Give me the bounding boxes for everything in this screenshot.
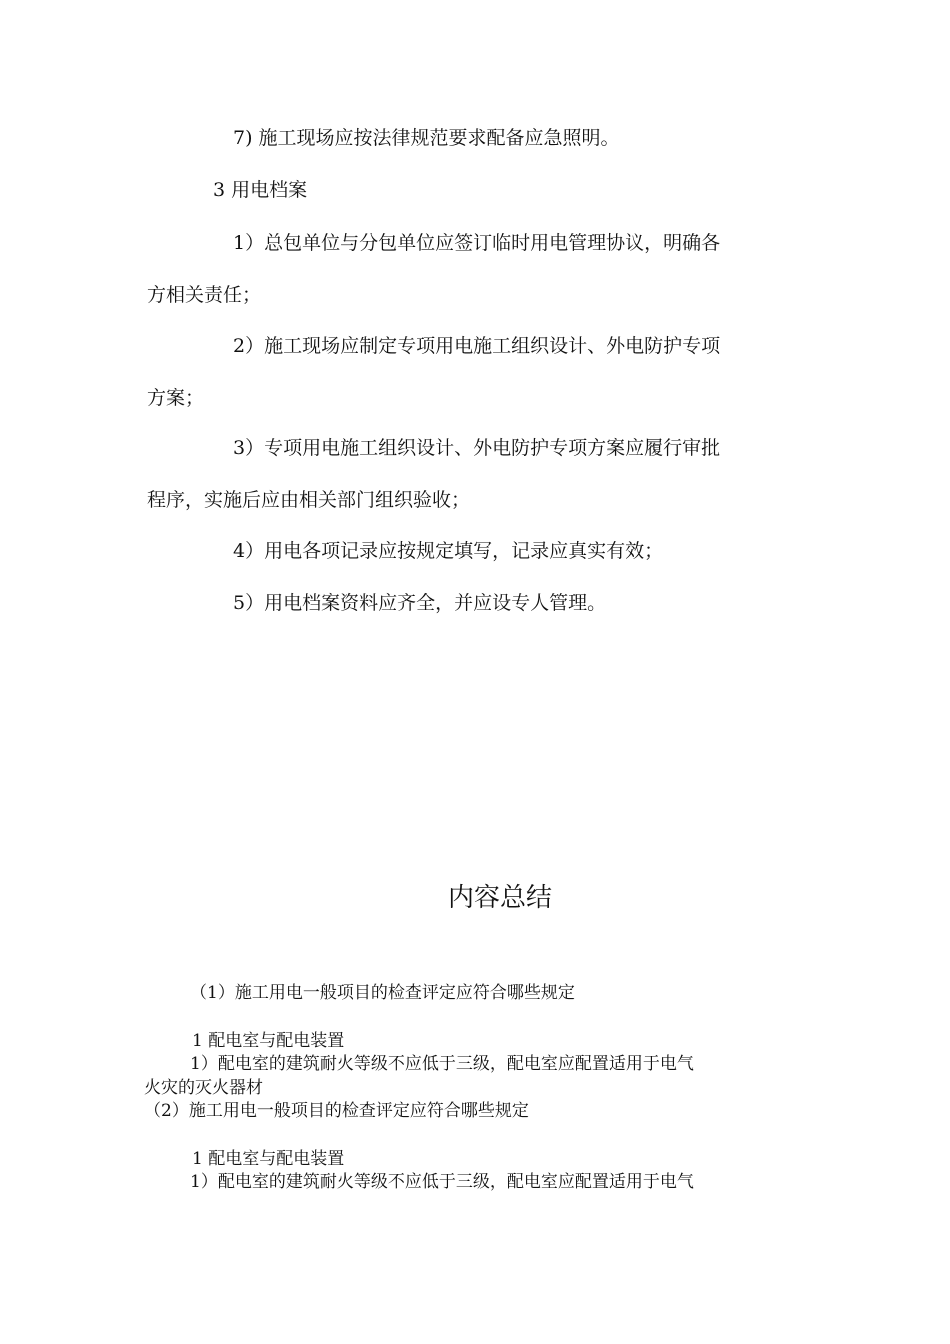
summary-q2-subheading: 1 配电室与配电装置 [192,1149,345,1169]
summary-question-2: （2）施工用电一般项目的检查评定应符合哪些规定 [144,1101,529,1121]
item-4-text: 4）用电各项记录应按规定填写，记录应真实有效； [233,540,664,562]
summary-question-1: （1）施工用电一般项目的检查评定应符合哪些规定 [190,983,575,1003]
item-7-text: 7) 施工现场应按法律规范要求配备应急照明。 [233,127,620,149]
summary-q2-item-line-1: 1）配电室的建筑耐火等级不应低于三级，配电室应配置适用于电气 [190,1172,694,1192]
item-2-line-1: 2）施工现场应制定专项用电施工组织设计、外电防护专项 [233,335,721,357]
summary-q1-subheading: 1 配电室与配电装置 [192,1031,345,1051]
item-3-line-2: 程序，实施后应由相关部门组织验收； [147,489,471,511]
summary-q1-item-line-1: 1）配电室的建筑耐火等级不应低于三级，配电室应配置适用于电气 [190,1054,694,1074]
item-1-line-1: 1）总包单位与分包单位应签订临时用电管理协议，明确各 [233,232,721,254]
section-3-heading: 3 用电档案 [213,179,308,201]
summary-title: 内容总结 [448,883,553,913]
summary-q1-item-line-2: 火灾的灭火器材 [144,1078,263,1098]
item-1-line-2: 方相关责任； [147,284,262,306]
item-2-line-2: 方案； [147,387,205,409]
item-5-text: 5）用电档案资料应齐全，并应设专人管理。 [233,592,607,614]
item-3-line-1: 3）专项用电施工组织设计、外电防护专项方案应履行审批 [233,437,721,459]
